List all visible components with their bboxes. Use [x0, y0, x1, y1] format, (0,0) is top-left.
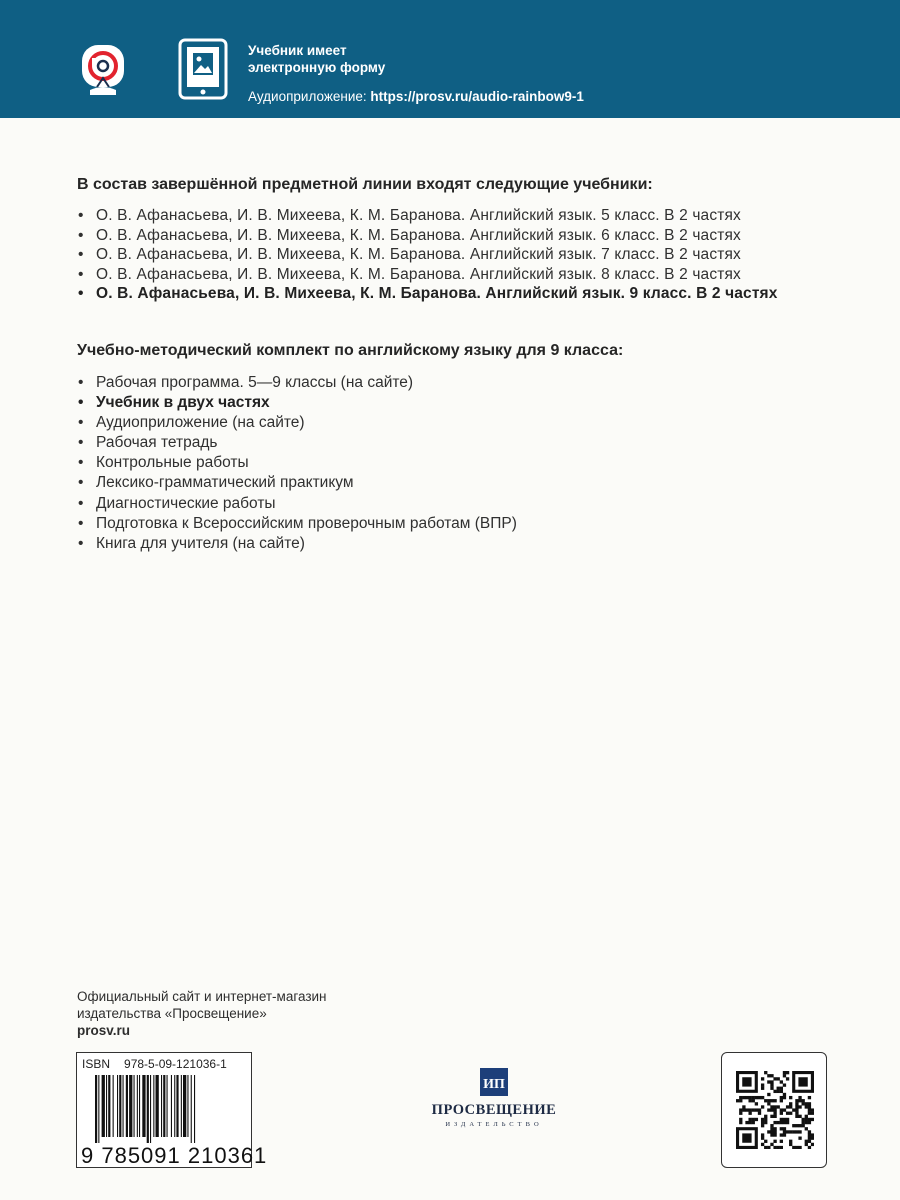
qr-module [767, 1093, 770, 1096]
publisher-name: ПРОСВЕЩЕНИЕ [431, 1102, 557, 1118]
qr-module [798, 1096, 801, 1099]
isbn-barcode-box [76, 1052, 268, 1168]
publisher-mark-text: ИП [483, 1077, 505, 1092]
qr-module [783, 1108, 786, 1111]
qr-module [783, 1074, 786, 1077]
qr-module [739, 1096, 742, 1099]
qr-module [798, 1099, 801, 1102]
qr-module [761, 1083, 764, 1086]
qr-module [783, 1071, 786, 1074]
site-link[interactable]: prosv.ru [77, 1023, 131, 1038]
qr-module [764, 1146, 767, 1149]
qr-module [795, 1112, 798, 1115]
qr-module [783, 1130, 786, 1133]
qr-module [752, 1118, 755, 1121]
barcode-bar [98, 1075, 99, 1143]
barcode-bar [176, 1075, 178, 1137]
qr-module [773, 1108, 776, 1111]
e-form-line1: Учебник имеет [248, 43, 347, 58]
umk-item: • Лексико-грамматический практикум [77, 473, 517, 493]
qr-module [795, 1115, 798, 1118]
qr-module [783, 1133, 786, 1136]
barcode-digits: 9 785091 210361 [81, 1143, 268, 1168]
qr-module [802, 1102, 805, 1105]
qr-module [742, 1105, 745, 1108]
qr-module [767, 1080, 770, 1083]
qr-module [795, 1108, 798, 1111]
barcode-bar [174, 1075, 175, 1137]
qr-module [777, 1087, 780, 1090]
barcode-bar [134, 1075, 135, 1137]
qr-module [802, 1121, 805, 1124]
barcode-bar [137, 1075, 138, 1137]
qr-module [764, 1099, 767, 1102]
qr-module [773, 1090, 776, 1093]
qr-module [773, 1140, 776, 1143]
qr-module [770, 1105, 773, 1108]
qr-module [773, 1099, 776, 1102]
qr-module [739, 1112, 742, 1115]
qr-module [805, 1127, 808, 1130]
qr-module [805, 1102, 808, 1105]
barcode-bar [161, 1075, 162, 1137]
qr-module [780, 1127, 783, 1130]
barcode-bar [156, 1075, 159, 1137]
qr-module [805, 1143, 808, 1146]
official-line1: Официальный сайт и интернет-магазин [77, 989, 327, 1004]
umk-item: • Контрольные работы [77, 453, 517, 473]
qr-module [783, 1093, 786, 1096]
qr-module [786, 1118, 789, 1121]
qr-module [773, 1130, 776, 1133]
barcode-bar [123, 1075, 124, 1137]
qr-module [770, 1115, 773, 1118]
qr-module [811, 1108, 814, 1111]
barcode-bar [113, 1075, 114, 1137]
qr-module [783, 1127, 786, 1130]
qr-module [808, 1108, 811, 1111]
qr-module [742, 1108, 745, 1111]
qr-module [773, 1112, 776, 1115]
umk-item: • Рабочая тетрадь [77, 433, 517, 453]
qr-module [786, 1121, 789, 1124]
barcode-bar [117, 1075, 118, 1137]
qr-finder [742, 1077, 751, 1086]
barcode-bar [153, 1075, 154, 1137]
qr-module [780, 1080, 783, 1083]
qr-module [786, 1071, 789, 1074]
qr-module [792, 1108, 795, 1111]
qr-module [802, 1124, 805, 1127]
qr-module [798, 1124, 801, 1127]
audio-app-line [248, 88, 584, 105]
qr-module [789, 1112, 792, 1115]
qr-module [777, 1121, 780, 1124]
barcode-bar [106, 1075, 107, 1137]
qr-module [764, 1115, 767, 1118]
tablet-icon [178, 38, 228, 100]
barcode-bar [167, 1075, 168, 1137]
qr-module [758, 1112, 761, 1115]
qr-module [780, 1099, 783, 1102]
textbook-line-item: • О. В. Афанасьева, И. В. Михеева, К. М. Баранова. Английский язык. 5 класс. В 2 частях [77, 206, 778, 226]
isbn-label: ISBN [82, 1057, 111, 1071]
qr-module [795, 1102, 798, 1105]
qr-module [783, 1083, 786, 1086]
qr-module [786, 1105, 789, 1108]
qr-module [795, 1124, 798, 1127]
qr-module [808, 1118, 811, 1121]
umk-item: • Аудиоприложение (на сайте) [77, 413, 517, 433]
publisher-logo [414, 1068, 574, 1132]
qr-module [761, 1096, 764, 1099]
umk-item: • Диагностические работы [77, 494, 517, 514]
qr-module [811, 1118, 814, 1121]
qr-module [780, 1096, 783, 1099]
qr-module [783, 1118, 786, 1121]
qr-module [798, 1137, 801, 1140]
qr-module [808, 1137, 811, 1140]
qr-module [789, 1105, 792, 1108]
publisher-subtitle: ИЗДАТЕЛЬСТВО [445, 1121, 543, 1128]
qr-module [755, 1118, 758, 1121]
qr-module [811, 1137, 814, 1140]
umk-item: • Подготовка к Всероссийским проверочным работам (ВПР) [77, 514, 517, 534]
qr-module [795, 1099, 798, 1102]
qr-module [770, 1099, 773, 1102]
qr-module [761, 1124, 764, 1127]
qr-module [758, 1096, 761, 1099]
qr-module [808, 1105, 811, 1108]
barcode-bar [142, 1075, 145, 1137]
barcode-bar [119, 1075, 121, 1137]
qr-module [805, 1115, 808, 1118]
e-form-line2: электронную форму [248, 60, 386, 75]
isbn-line [82, 1057, 227, 1071]
qr-module [777, 1090, 780, 1093]
qr-module [748, 1108, 751, 1111]
qr-module [773, 1115, 776, 1118]
barcode-bar [183, 1075, 186, 1137]
qr-module [808, 1130, 811, 1133]
qr-module [786, 1112, 789, 1115]
qr-module [770, 1080, 773, 1083]
qr-module [761, 1118, 764, 1121]
qr-module [736, 1099, 739, 1102]
qr-module [773, 1127, 776, 1130]
qr-module [764, 1121, 767, 1124]
audio-label: Аудиоприложение: [248, 89, 371, 104]
qr-module [808, 1102, 811, 1105]
barcode-bar [163, 1075, 165, 1137]
qr-module [748, 1121, 751, 1124]
barcode-bar [129, 1075, 132, 1137]
qr-module [811, 1112, 814, 1115]
audio-url-link[interactable]: https://prosv.ru/audio-rainbow9-1 [370, 89, 584, 104]
qr-module [795, 1105, 798, 1108]
umk-item: • Рабочая программа. 5—9 классы (на сайте) [77, 373, 517, 393]
qr-module [739, 1099, 742, 1102]
qr-module [789, 1102, 792, 1105]
barcode-bar [187, 1075, 188, 1137]
qr-module [748, 1112, 751, 1115]
qr-module [805, 1140, 808, 1143]
official-line2: издательства «Просвещение» [77, 1006, 267, 1021]
barcode-bar [102, 1075, 105, 1137]
textbook-line-heading: В состав завершённой предметной линии входят следующие учебники: [77, 176, 653, 193]
qr-module [802, 1118, 805, 1121]
qr-module [739, 1108, 742, 1111]
qr-module [761, 1077, 764, 1080]
qr-module [767, 1146, 770, 1149]
qr-code-icon[interactable] [736, 1071, 814, 1149]
qr-module [752, 1121, 755, 1124]
qr-module [780, 1118, 783, 1121]
qr-module [780, 1140, 783, 1143]
qr-module [752, 1108, 755, 1111]
qr-module [761, 1121, 764, 1124]
qr-module [761, 1133, 764, 1136]
publisher-mark-icon [480, 1068, 508, 1096]
qr-module [752, 1096, 755, 1099]
qr-module [808, 1133, 811, 1136]
qr-module [780, 1090, 783, 1093]
qr-module [773, 1133, 776, 1136]
qr-module [777, 1077, 780, 1080]
qr-module [798, 1115, 801, 1118]
header-bar [0, 0, 900, 118]
qr-module [748, 1099, 751, 1102]
qr-module [773, 1121, 776, 1124]
qr-module [748, 1118, 751, 1121]
qr-module [805, 1105, 808, 1108]
qr-module [767, 1102, 770, 1105]
qr-module [770, 1133, 773, 1136]
qr-module [789, 1140, 792, 1143]
textbook-line-list [77, 206, 778, 304]
qr-module [745, 1121, 748, 1124]
qr-module [773, 1105, 776, 1108]
qr-module [780, 1121, 783, 1124]
qr-module [780, 1087, 783, 1090]
textbook-line-item: • О. В. Афанасьева, И. В. Михеева, К. М. Баранова. Английский язык. 8 класс. В 2 частях [77, 265, 778, 285]
qr-module [795, 1146, 798, 1149]
qr-module [748, 1096, 751, 1099]
qr-module [777, 1105, 780, 1108]
qr-module [811, 1143, 814, 1146]
qr-module [755, 1096, 758, 1099]
umk-list [77, 373, 517, 554]
qr-module [786, 1130, 789, 1133]
umk-item: • Книга для учителя (на сайте) [77, 534, 517, 554]
qr-module [758, 1108, 761, 1111]
qr-module [789, 1130, 792, 1133]
qr-code-box [721, 1052, 827, 1168]
barcode-bar [95, 1075, 97, 1143]
barcode-image [95, 1075, 245, 1143]
qr-module [789, 1143, 792, 1146]
barcode-bar [147, 1075, 149, 1143]
qr-module [761, 1087, 764, 1090]
qr-module [767, 1108, 770, 1111]
qr-module [739, 1118, 742, 1121]
qr-module [739, 1121, 742, 1124]
qr-module [770, 1127, 773, 1130]
qr-module [780, 1108, 783, 1111]
qr-module [764, 1071, 767, 1074]
umk-heading: Учебно-методический комплект по английскому языку для 9 класса: [77, 342, 624, 359]
qr-module [764, 1140, 767, 1143]
qr-module [780, 1133, 783, 1136]
qr-module [745, 1108, 748, 1111]
qr-module [767, 1074, 770, 1077]
qr-module [808, 1112, 811, 1115]
barcode-bar [194, 1075, 195, 1143]
qr-module [761, 1105, 764, 1108]
qr-module [811, 1133, 814, 1136]
qr-module [770, 1087, 773, 1090]
qr-module [792, 1124, 795, 1127]
qr-module [792, 1130, 795, 1133]
qr-module [798, 1105, 801, 1108]
qr-module [770, 1074, 773, 1077]
qr-module [752, 1099, 755, 1102]
qr-module [805, 1121, 808, 1124]
qr-module [770, 1143, 773, 1146]
barcode-bar [181, 1075, 182, 1137]
qr-module [761, 1137, 764, 1140]
barcode-bar [191, 1075, 192, 1143]
qr-module [795, 1130, 798, 1133]
qr-module [770, 1083, 773, 1086]
qr-module [770, 1130, 773, 1133]
qr-module [792, 1146, 795, 1149]
qr-module [770, 1124, 773, 1127]
qr-module [773, 1146, 776, 1149]
textbook-line-item-current: • О. В. Афанасьева, И. В. Михеева, К. М. Баранова. Английский язык. 9 класс. В 2 частях [77, 284, 778, 304]
qr-module [786, 1077, 789, 1080]
qr-module [767, 1099, 770, 1102]
qr-module [789, 1096, 792, 1099]
qr-module [798, 1146, 801, 1149]
qr-module [808, 1121, 811, 1124]
qr-module [802, 1099, 805, 1102]
qr-module [805, 1118, 808, 1121]
official-site-block [77, 988, 327, 1039]
qr-module [755, 1108, 758, 1111]
qr-module [808, 1146, 811, 1149]
qr-finder [742, 1133, 751, 1142]
electronic-form-note [248, 42, 385, 76]
qr-module [773, 1077, 776, 1080]
umk-item-textbook: • Учебник в двух частях [77, 393, 517, 413]
qr-module [808, 1140, 811, 1143]
qr-module [783, 1096, 786, 1099]
qr-module [745, 1096, 748, 1099]
qr-module [777, 1146, 780, 1149]
qr-module [764, 1118, 767, 1121]
qr-module [808, 1096, 811, 1099]
qr-module [780, 1112, 783, 1115]
qr-finder [798, 1077, 807, 1086]
qr-module [798, 1130, 801, 1133]
isbn-number: 978-5-09-121036-1 [124, 1057, 227, 1071]
qr-module [783, 1121, 786, 1124]
digital-textbook-logo-icon [78, 42, 128, 98]
barcode-bar [139, 1075, 140, 1137]
textbook-line-item: • О. В. Афанасьева, И. В. Михеева, К. М. Баранова. Английский язык. 7 класс. В 2 частях [77, 245, 778, 265]
qr-module [767, 1130, 770, 1133]
barcode-bar [126, 1075, 128, 1137]
qr-module [770, 1108, 773, 1111]
barcode-bar [171, 1075, 172, 1137]
qr-module [780, 1146, 783, 1149]
barcode-bar [150, 1075, 151, 1143]
barcode-bar [108, 1075, 110, 1137]
qr-module [761, 1143, 764, 1146]
qr-module [742, 1096, 745, 1099]
textbook-line-item: • О. В. Афанасьева, И. В. Михеева, К. М. Баранова. Английский язык. 6 класс. В 2 частях [77, 226, 778, 246]
qr-module [755, 1102, 758, 1105]
